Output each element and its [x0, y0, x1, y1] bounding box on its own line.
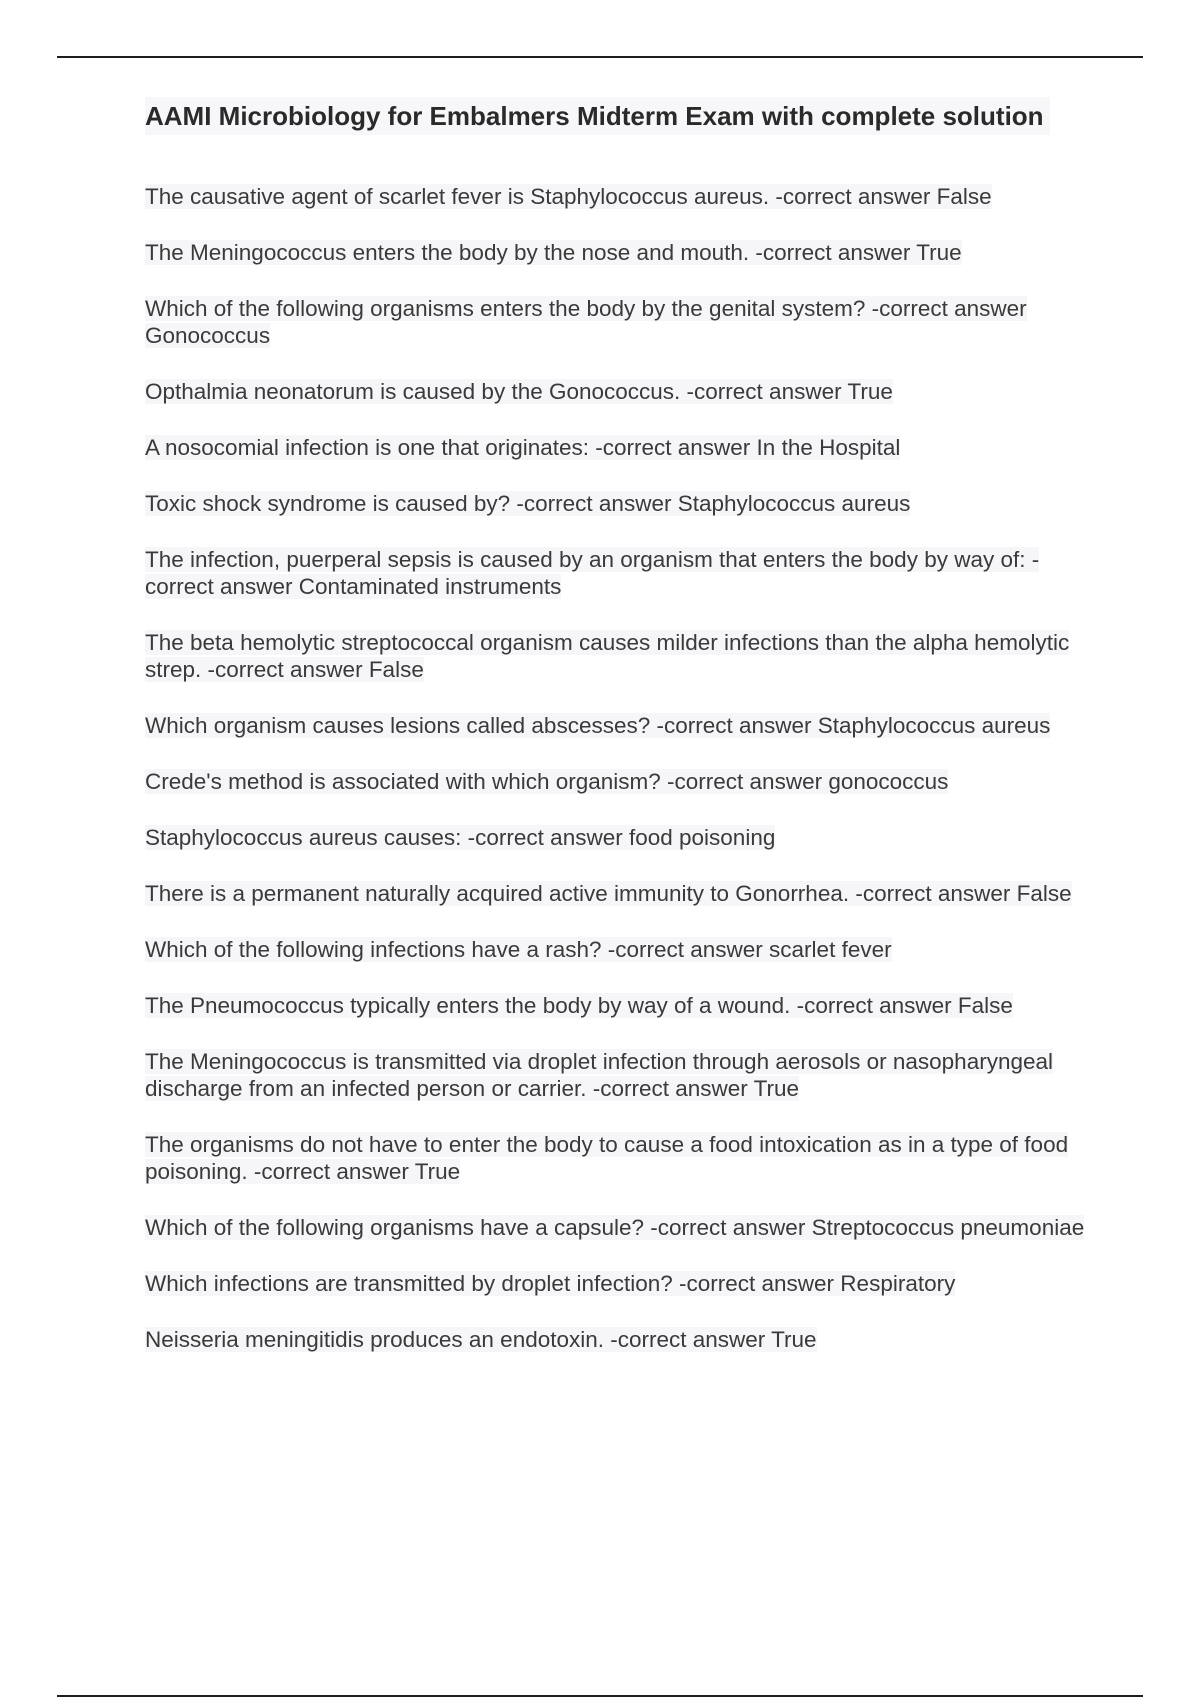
list-item	[145, 546, 1095, 600]
list-item	[145, 992, 1095, 1019]
question-answer-text: Which of the following organisms have a capsule? -correct answer Streptococcus pneumoniae	[145, 1215, 1085, 1240]
bottom-divider	[57, 1695, 1143, 1697]
document-body	[145, 97, 1095, 1382]
list-item	[145, 183, 1095, 210]
question-answer-text: Which infections are transmitted by droplet infection? -correct answer Respiratory	[145, 1271, 956, 1296]
list-item	[145, 295, 1095, 349]
question-answer-text: There is a permanent naturally acquired active immunity to Gonorrhea. -correct answer False	[145, 881, 1072, 906]
question-answer-text: The Meningococcus is transmitted via droplet infection through aerosols or nasopharyngeal discharge from an infected person or carrier. -correct answer True	[145, 1049, 1054, 1101]
list-item	[145, 1214, 1095, 1241]
list-item	[145, 239, 1095, 266]
question-answer-text: The infection, puerperal sepsis is caused by an organism that enters the body by way of: -correct answer Contaminated instruments	[145, 547, 1040, 599]
question-answer-text: Which organism causes lesions called abscesses? -correct answer Staphylococcus aureus	[145, 713, 1051, 738]
list-item	[145, 936, 1095, 963]
list-item	[145, 434, 1095, 461]
question-answer-text: The organisms do not have to enter the body to cause a food intoxication as in a type of food poisoning. -correct answer True	[145, 1132, 1069, 1184]
list-item	[145, 1131, 1095, 1185]
question-answer-text: Opthalmia neonatorum is caused by the Gonococcus. -correct answer True	[145, 379, 893, 404]
top-divider	[57, 56, 1143, 58]
list-item	[145, 378, 1095, 405]
question-answer-text: The Meningococcus enters the body by the nose and mouth. -correct answer True	[145, 240, 962, 265]
question-answer-text: The Pneumococcus typically enters the body by way of a wound. -correct answer False	[145, 993, 1013, 1018]
question-answer-list	[145, 183, 1095, 1353]
list-item	[145, 880, 1095, 907]
question-answer-text: Crede's method is associated with which organism? -correct answer gonococcus	[145, 769, 949, 794]
list-item	[145, 490, 1095, 517]
question-answer-text: The causative agent of scarlet fever is Staphylococcus aureus. -correct answer False	[145, 184, 992, 209]
list-item	[145, 824, 1095, 851]
question-answer-text: Toxic shock syndrome is caused by? -correct answer Staphylococcus aureus	[145, 491, 911, 516]
question-answer-text: Which of the following infections have a rash? -correct answer scarlet fever	[145, 937, 892, 962]
page-title: AAMI Microbiology for Embalmers Midterm Exam with complete solution	[145, 97, 1050, 135]
list-item	[145, 629, 1095, 683]
question-answer-text: Which of the following organisms enters the body by the genital system? -correct answer Gonococcus	[145, 296, 1027, 348]
question-answer-text: A nosocomial infection is one that originates: -correct answer In the Hospital	[145, 435, 901, 460]
list-item	[145, 1048, 1095, 1102]
question-answer-text: Staphylococcus aureus causes: -correct answer food poisoning	[145, 825, 776, 850]
list-item	[145, 1326, 1095, 1353]
list-item	[145, 1270, 1095, 1297]
question-answer-text: Neisseria meningitidis produces an endotoxin. -correct answer True	[145, 1327, 817, 1352]
list-item	[145, 768, 1095, 795]
question-answer-text: The beta hemolytic streptococcal organism causes milder infections than the alpha hemolytic strep. -correct answer False	[145, 630, 1070, 682]
list-item	[145, 712, 1095, 739]
